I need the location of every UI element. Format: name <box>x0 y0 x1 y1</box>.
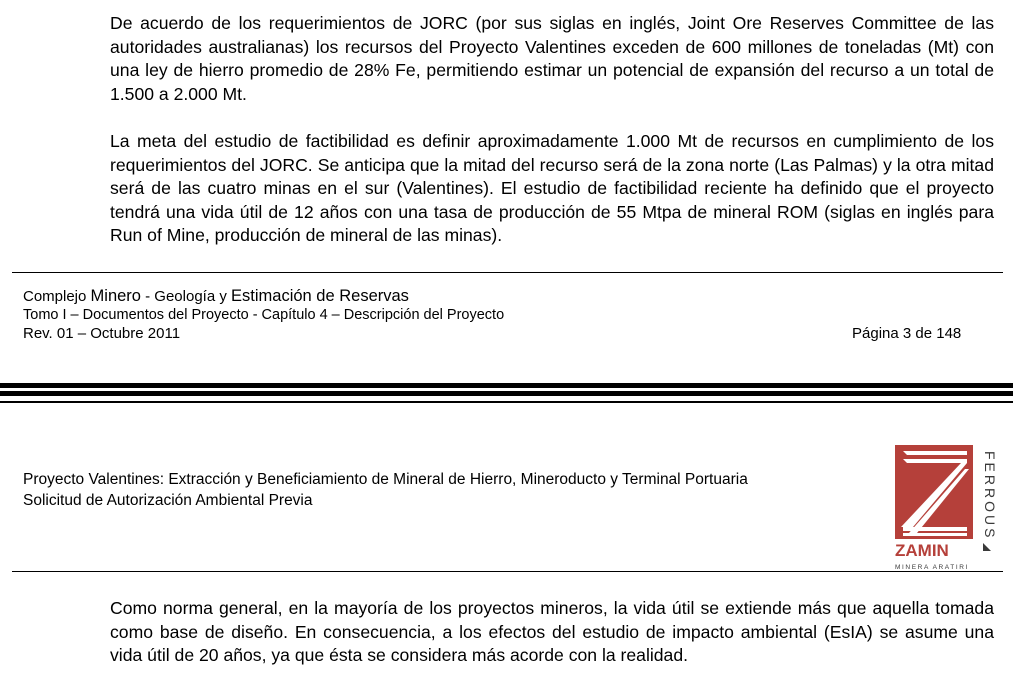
logo-triangle-icon <box>983 543 991 551</box>
logo-wordmark: ZAMIN <box>895 541 949 560</box>
header-project-title: Proyecto Valentines: Extracción y Beneficiamiento de Mineral de Hierro, Mineroducto y Terminal Portuaria <box>23 471 748 488</box>
footer-divider <box>12 272 1003 273</box>
page-break-bar-top <box>0 383 1013 388</box>
body-paragraph-2: La meta del estudio de factibilidad es definir aproximadamente 1.000 Mt de recursos en cumplimiento de los requerimientos del JORC. Se anticipa que la mitad del recurso será de la zona norte (Las Palmas) y la otra mitad será de las cuatro minas en el sur (Valentines). El estudio de factibilidad reciente ha definido que el proyecto tendrá una vida útil de 12 años con una tasa de producción de 55 Mtpa de mineral ROM (siglas en inglés para Run of Mine, producción de mineral de las minas). <box>110 131 994 246</box>
footer-title <box>23 288 409 305</box>
footer-revision: Rev. 01 – Octubre 2011 <box>23 325 181 342</box>
header-divider <box>12 571 1003 572</box>
zamin-z-mark-icon <box>895 445 973 539</box>
page-break-bar-bottom <box>0 401 1013 403</box>
footer-page-number: Página 3 de 148 <box>852 325 962 342</box>
footer-title-minero: Minero <box>90 287 141 305</box>
body-paragraph-3: Como norma general, en la mayoría de los proyectos mineros, la vida útil se extiende más que aquella tomada como base de diseño. En consecuencia, a los efectos del estudio de impacto ambiental (EsIA) se asume una vida útil de 20 años, ya que ésta se considera más acorde con la realidad. <box>110 598 994 666</box>
footer-title-sep: - Geología y <box>140 288 232 305</box>
footer-title-estimacion: Estimación de Reservas <box>231 287 409 305</box>
zamin-ferrous-logo <box>893 443 998 573</box>
logo-tagline: MINERA ARATIRI <box>895 564 969 571</box>
footer-title-prefix: Complejo <box>23 288 91 305</box>
page-break-bar-middle <box>0 391 1013 396</box>
body-paragraph-1: De acuerdo de los requerimientos de JORC (por sus siglas en inglés, Joint Ore Reserves Committee de las autoridades australianas) los recursos del Proyecto Valentines exceden de 600 millones de toneladas (Mt) con una ley de hierro promedio de 28% Fe, permitiendo estimar un potencial de expansión del recurso a un total de 1.500 a 2.000 Mt. <box>110 13 994 104</box>
footer-volume-chapter: Tomo I – Documentos del Proyecto - Capítulo 4 – Descripción del Proyecto <box>23 307 505 323</box>
logo-ferrous-text: FERROUS <box>982 451 998 541</box>
header-subtitle: Solicitud de Autorización Ambiental Previa <box>23 492 313 509</box>
